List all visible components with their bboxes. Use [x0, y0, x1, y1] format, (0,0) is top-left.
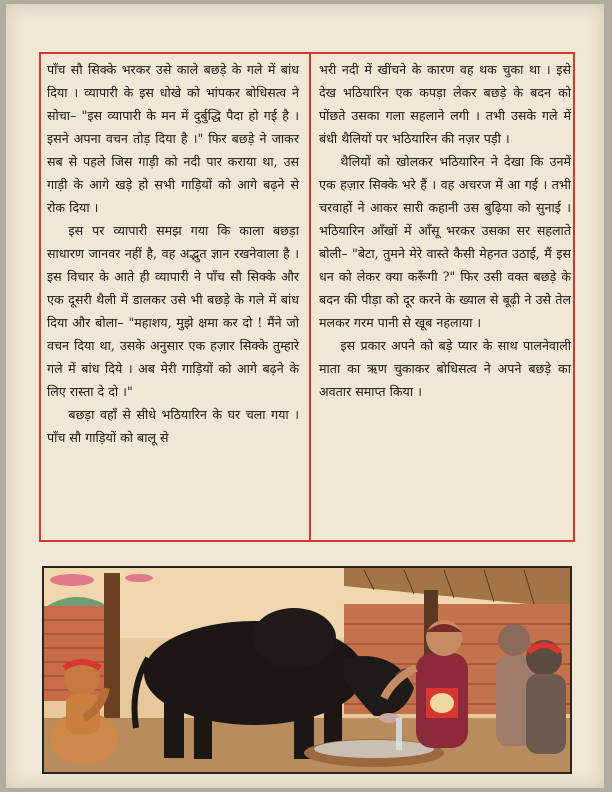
left-text-column — [47, 58, 299, 449]
paragraph: इस पर व्यापारी समझ गया कि काला बछड़ा साधारण जानवर नहीं है, वह अद्भुत ज्ञान रखनेवाला है । इस विचार के आते ही व्यापारी ने पाँच सौ सिक्के और एक दूसरी थैली में डालकर उसे भी बछड़े के गले में बांध दिया और बोला– "महाशय, मुझे क्षमा कर दो ! मैंने जो वचन दिया था, उसके अनुसार एक हज़ार सिक्के तुम्हारे गले में बांध दिये । अब मेरी गाड़ियों को आगे बढ़ने के लिए रास्ता दे दो ।" — [47, 223, 299, 399]
book-page — [6, 4, 604, 788]
paragraph: भरी नदी में खींचने के कारण वह थक चुका था । इसे देख भठियारिन एक कपड़ा लेकर बछड़े के बदन को पोंछते उसका गला सहलाने लगी । तभी उसके गले में बंधी थैलियों पर भठियारिन की नज़र पड़ी । — [319, 62, 571, 146]
paragraph: बछड़ा वहाँ से सीधे भठियारिन के घर चला गया । पाँच सौ गाड़ियों को बालू से — [47, 407, 299, 445]
paragraph: थैलियों को खोलकर भठियारिन ने देखा कि उनमें एक हज़ार सिक्के भरे हैं । वह अचरज में आ गई । तभी चरवाहों ने आकर सारी कहानी उस बुढ़िया को सुनाई । भठियारिन आँखों में आँसू भरकर उसका सर सहलाते बोली– "बेटा, तुमने मेरे वास्ते कैसी मेहनत उठाई, मैं इस धन को लेकर क्या करूँगी ?" फिर उसी वक्त बछड़े के बदन की पीड़ा को दूर करने के ख्याल से बूढ़ी ने उसे तेल मलकर गरम पानी से खूब नहलाया । — [319, 154, 571, 330]
story-illustration — [42, 566, 572, 774]
paragraph: इस प्रकार अपने को बड़े प्यार के साथ पालनेवाली माता का ऋण चुकाकर बोधिसत्व ने अपने बछड़े का अवतार समाप्त किया । — [319, 338, 571, 399]
story-text-frame — [39, 52, 575, 542]
column-divider — [309, 54, 311, 540]
paragraph: पाँच सौ सिक्के भरकर उसे काले बछड़े के गले में बांध दिया । व्यापारी के इस धोखे को भांपकर बोधिसत्व ने सोचा– "इस व्यापारी के मन में दुर्बुद्धि पैदा हो गई है । इसने अपना वचन तोड़ दिया है ।" फिर बछड़े ने जाकर सब से पहले जिस गाड़ी को नदी पार कराया था, उस गाड़ी के आगे खड़े हो सभी गाड़ियों को आगे बढ़ने से रोक दिया । — [47, 62, 299, 215]
right-text-column — [319, 58, 571, 403]
